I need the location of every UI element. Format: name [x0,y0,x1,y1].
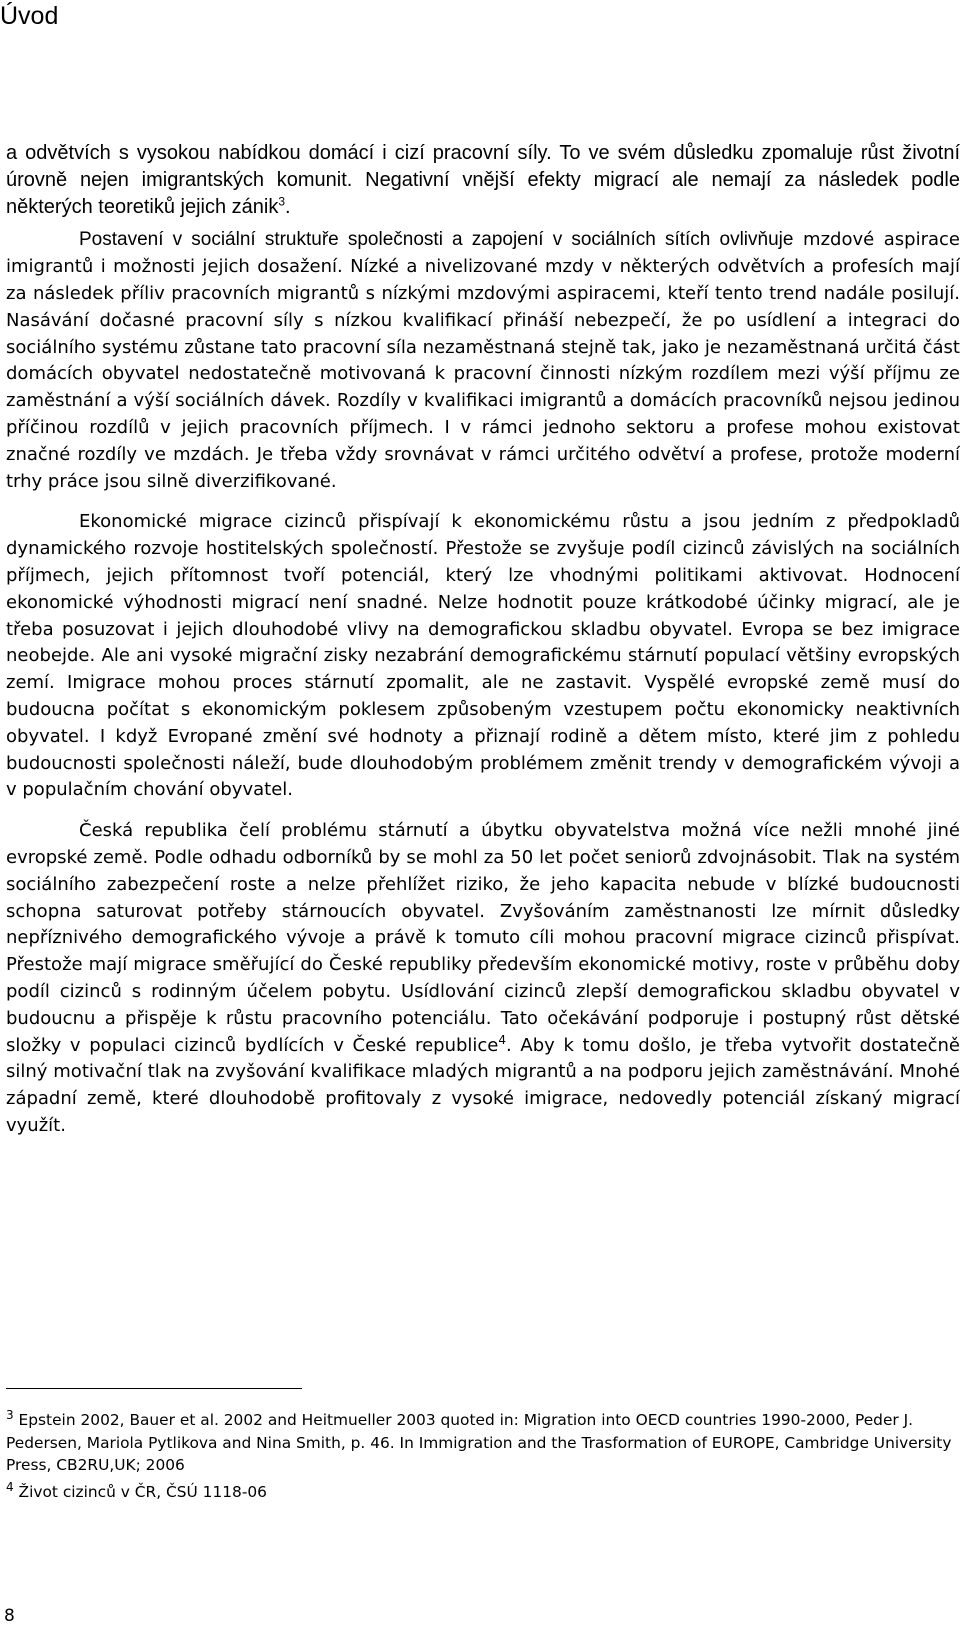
paragraph-2-rest: mzdové aspirace imigrantů i možnosti jejich dosažení. Nízké a nivelizované mzdy v některých odvětvích a profesích mají za následek příliv pracovních migrantů s nízkými mzdovými aspiracemi, kteří tento trend nadále posilují. Nasávání dočasné pracovní síly s nízkou kvalifikací přináší nebezpečí, že po usídlení a integraci do sociálního systému zůstane tato pracovní síla nezaměstnaná stejně tak, jako je nezaměstnaná určitá část domácích obyvatel nedostatečně motivovaná k pracovní činnosti nízkým rozdílem mezi výší příjmu ze zaměstnání a výší sociálních dávek. Rozdíly v kvalifikaci imigrantů a domácích pracovníků nejsou jedinou příčinou rozdílů v jejich pracovních příjmech. I v rámci jednoho sektoru a profese mohou existovat značné rozdíly ve mzdách. Je třeba vždy srovnávat v rámci určitého odvětví a profese, protože moderní trhy práce jsou silně diverzifikované. [6,229,960,492]
paragraph-4-text-b: . Aby k tomu došlo, je třeba vytvořit dostatečně silný motivační tlak na zvyšování kvalifikace mladých migrantů a na podporu jejich zaměstnávání. Mnohé západní země, které dlouhodobě profitovaly z vysoké imigrace, nedovedly potenciál získaný migrací využít. [6,1034,960,1136]
footnote-separator [6,1388,302,1389]
paragraph-3: Ekonomické migrace cizinců přispívají k ekonomickému růstu a jsou jedním z předpokladů dynamického rozvoje hostitelských společností. Přestože se zvyšuje podíl cizinců závislých na sociálních příjmech, jejich přítomnost tvoří potenciál, který lze vhodnými politikami aktivovat. Hodnocení ekonomické výhodnosti migrací není snadné. Nelze hodnotit pouze krátkodobé účinky migrací, ale je třeba posuzovat i jejich dlouhodobé vlivy na demografickou skladbu obyvatel. Evropa se bez imigrace neobejde. Ale ani vysoké migrační zisky nezabrání demografickému stárnutí populací většiny evropských zemí. Imigrace mohou proces stárnutí zpomalit, ale ne zastavit. Vyspělé evropské země musí do budoucna počítat s ekonomickým poklesem způsobeným vzestupem počtu ekonomicky neaktivních obyvatel. I když Evropané změní své hodnoty a přiznají rodině a dětem místo, které jim z pohledu budoucnosti společnosti náleží, bude dlouhodobým problémem změnit trendy v demografickém vývoji a v populačním chování obyvatel. [6,511,960,801]
page-number: 8 [4,1606,15,1626]
footnote-4 [6,1481,960,1504]
chapter-header: Úvod [0,2,59,30]
footnotes [6,1409,960,1503]
paragraph-4 [6,818,960,1140]
main-text [6,140,960,1140]
footnote-ref-3[interactable]: 3 [278,193,286,208]
paragraph-1 [6,140,960,220]
footnote-ref-4[interactable]: 4 [498,1032,507,1047]
paragraph-1-end: . [285,195,291,218]
footnote-3-number: 3 [6,1407,14,1422]
paragraph-2-lead: Postavení v sociální struktuře společnosti a zapojení v sociálních sítích ovlivňuje [79,229,794,251]
footnote-4-number: 4 [6,1479,14,1494]
footnote-3 [6,1409,960,1477]
paragraph-4-text-a: Česká republika čelí problému stárnutí a úbytku obyvatelstva možná více nežli mnohé jiné evropské země. Podle odhadu odborníků by se mohl za 50 let počet seniorů zdvojnásobit. Tlak na systém sociálního zabezpečení roste a nelze přehlížet riziko, že jeho kapacita nebude v blízké budoucnosti schopna saturovat potřeby stárnoucích obyvatel. Zvyšováním zaměstnanosti lze mírnit důsledky nepříznivého demografického vývoje a právě k tomuto cíli mohou pracovní migrace cizinců přispívat. Přestože mají migrace směřující do České republiky především ekonomické motivy, roste v průběhu doby podíl cizinců s rodinným účelem pobytu. Usídlování cizinců zlepší demografickou skladbu obyvatel v budoucnu a přispěje k růstu pracovního potenciálu. Tato očekávání podporuje i postupný růst dětské složky v populaci cizinců bydlících v České republice [6,820,960,1056]
footnote-3-text: Epstein 2002, Bauer et al. 2002 and Heitmueller 2003 quoted in: Migration into OECD countries 1990-2000, Peder J. Pedersen, Mariola Pytlikova and Nina Smith, p. 46. In Immigration and the Trasformation of EUROPE, Cambridge University Press, CB2RU,UK; 2006 [6,1411,952,1474]
paragraph-1-text: a odvětvích s vysokou nabídkou domácí i cizí pracovní síly. To ve svém důsledku zpomaluje růst životní úrovně nejen imigrantských komunit. Negativní vnější efekty migrací ale nemají za následek podle některých teoretiků jejich zánik [6,142,960,218]
footnote-4-text: Život cizinců v ČR, ČSÚ 1118-06 [18,1482,267,1501]
paragraph-2 [6,227,960,495]
